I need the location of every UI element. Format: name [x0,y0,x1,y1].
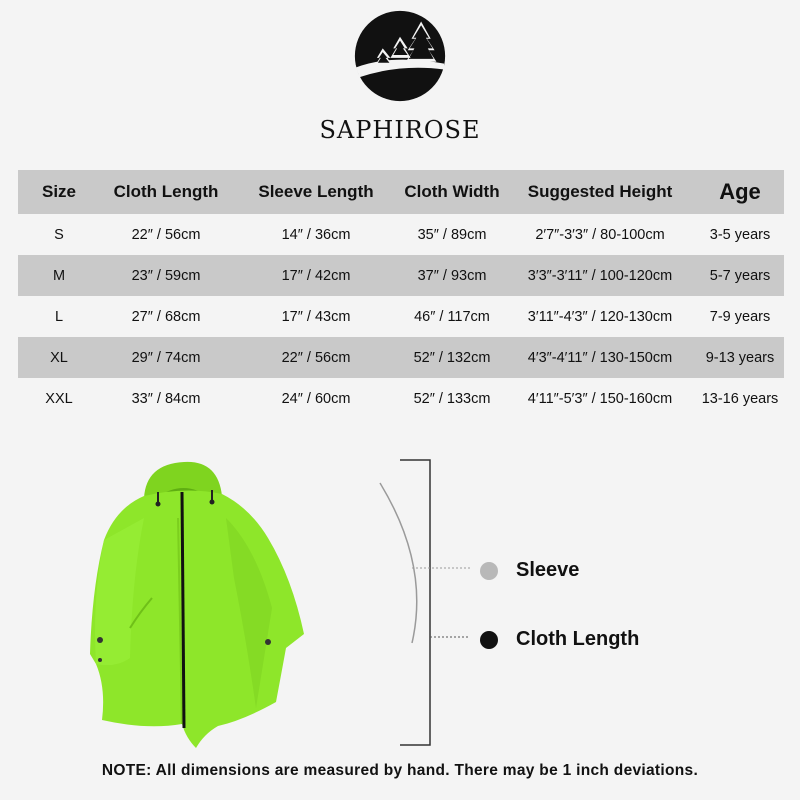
cell-sleeve-length: 22″ / 56cm [281,349,351,366]
header-suggested-height: Suggested Height [527,182,673,201]
table-row [18,214,784,255]
cell-cloth-length: 22″ / 56cm [131,226,201,243]
cell-cloth-length: 23″ / 59cm [131,267,201,284]
header-age: Age [719,179,761,204]
legend-sleeve [480,559,579,582]
cell-cloth-width: 52″ / 132cm [413,349,491,366]
cell-size: L [54,308,64,325]
cell-cloth-length: 33″ / 84cm [131,390,201,407]
cell-sleeve-length: 17″ / 43cm [281,308,351,325]
cell-suggested-height: 4′3″-4′11″ / 130-150cm [527,349,673,366]
brand-name: SAPHIROSE [319,116,481,144]
legend-cloth-length [480,628,639,651]
cell-age: 3-5 years [709,226,771,243]
measurement-note: NOTE: All dimensions are measured by hand. There may be 1 inch deviations. [101,762,699,779]
cell-age: 7-9 years [709,308,771,325]
rain-poncho-illustration [86,458,316,758]
cell-cloth-length: 29″ / 74cm [131,349,201,366]
cell-age: 13-16 years [701,390,779,407]
moon-forest-logo-icon [352,8,448,104]
cell-cloth-width: 35″ / 89cm [417,226,487,243]
cell-age: 9-13 years [705,349,775,366]
cell-cloth-length: 27″ / 68cm [131,308,201,325]
cell-size: XL [50,349,68,366]
table-header-row [18,170,784,214]
cell-cloth-width: 52″ / 133cm [413,390,491,407]
table-body [18,214,784,419]
cell-size: XXL [45,390,73,407]
cell-cloth-width: 37″ / 93cm [417,267,487,284]
legend-sleeve-label: Sleeve [516,559,580,581]
size-chart-table [18,170,784,419]
sleeve-dot-icon [480,562,498,580]
cell-sleeve-length: 17″ / 42cm [281,267,351,284]
cell-age: 5-7 years [709,267,771,284]
cell-suggested-height: 2′7″-3′3″ / 80-100cm [535,226,665,243]
legend-cloth-length-label: Cloth Length [516,628,640,650]
cell-sleeve-length: 24″ / 60cm [281,390,351,407]
table-row [18,296,784,337]
header-size: Size [41,182,77,201]
header-sleeve-length: Sleeve Length [258,182,374,201]
cell-sleeve-length: 14″ / 36cm [281,226,351,243]
brand-logo [0,8,800,158]
cell-suggested-height: 4′11″-5′3″ / 150-160cm [527,390,673,407]
table-row [18,337,784,378]
header-cloth-width: Cloth Width [404,182,500,201]
cell-suggested-height: 3′11″-4′3″ / 120-130cm [527,308,673,325]
cell-size: M [52,267,66,284]
table-row [18,255,784,296]
table-row [18,378,784,419]
cell-suggested-height: 3′3″-3′11″ / 100-120cm [527,267,673,284]
measurement-lines [370,455,470,750]
cloth-length-dot-icon [480,631,498,649]
header-cloth-length: Cloth Length [113,182,219,201]
cell-size: S [54,226,64,243]
cell-cloth-width: 46″ / 117cm [414,308,490,325]
